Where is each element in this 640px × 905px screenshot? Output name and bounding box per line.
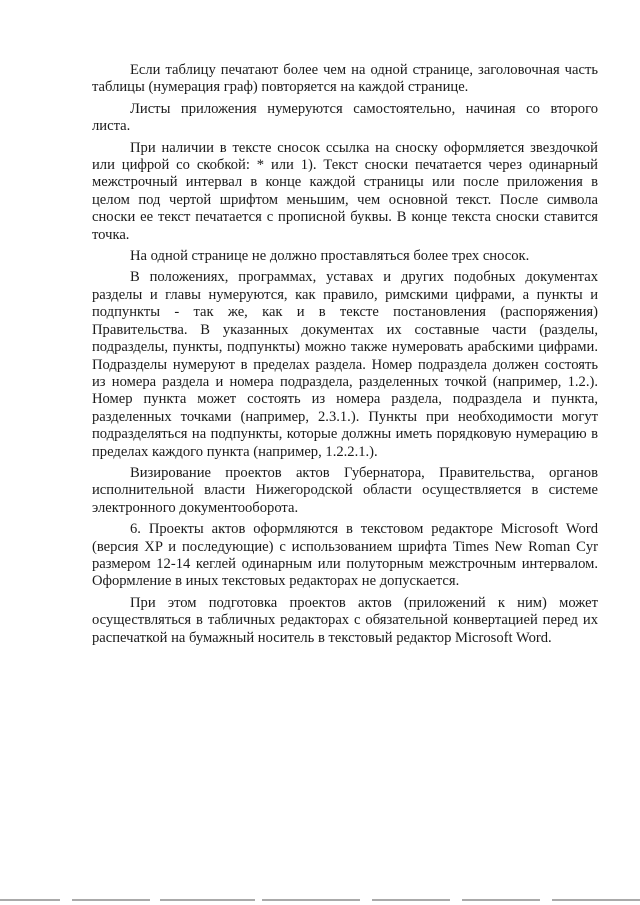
paragraph-approval-edm: Визирование проектов актов Губернатора, Правительства, органов исполнительной власти Нижегородской области осуществляется в системе электронного документооборота. [92,464,598,516]
scan-bottom-edge [0,898,640,902]
paragraph-word-editor-requirements: 6. Проекты актов оформляются в текстовом редакторе Microsoft Word (версия XP и последующие) с использованием шрифта Times New Roman Cyr размером 12-14 кеглей одинарным или полуторным межстрочным интервалом. Оформление в иных текстовых редакторах не допускается. [92,521,598,590]
paragraph-footnotes-limit: На одной странице не должно проставляться более трех сносок. [130,248,530,265]
paragraph-table-header-repeat: Если таблицу печатают более чем на одной странице, заголовочная часть таблицы (нумерация граф) повторяется на каждой странице. [92,62,598,96]
paragraph-footnotes-format: При наличии в тексте сносок ссылка на сноску оформляется звездочкой или цифрой со скобкой: * или 1). Текст сноски печатается через одинарный межстрочный интервал в конце каждой страницы или после приложения в целом под чертой шрифтом меньшим, чем основной текст. После символа сноски ее текст печатается с прописной буквы. В конце текста сноски ставится точка. [92,139,598,243]
paragraph-section-numbering: В положениях, программах, уставах и других подобных документах разделы и главы нумеруются, как правило, римскими цифрами, а пункты и подпункты - так же, как и в тексте постановления (распоряжения) Правительства. В указанных документах их составные части (разделы, подразделы, пункты, подпункты) можно также нумеровать арабскими цифрами. Подразделы нумеруют в пределах раздела. Номер подраздела должен состоять из номера раздела и номера подраздела, разделенных точкой (например, 1.2.). Номер пункта может состоять из номера раздела, подраздела и пункта, разделенных точками (например, 2.3.1.). Пункты при необходимости могут подразделяться на подпункты, которые должны иметь порядковую нумерацию в пределах каждого пункта (например, 1.2.2.1.). [92,269,598,460]
document-body [92,62,598,651]
paragraph-spreadsheet-conversion: При этом подготовка проектов актов (приложений к ним) может осуществляться в табличных редакторах с обязательной конвертацией перед их распечаткой на бумажный носитель в текстовый редактор Microsoft Word. [92,594,598,646]
paragraph-appendix-sheet-numbering: Листы приложения нумеруются самостоятельно, начиная со второго листа. [92,100,598,135]
